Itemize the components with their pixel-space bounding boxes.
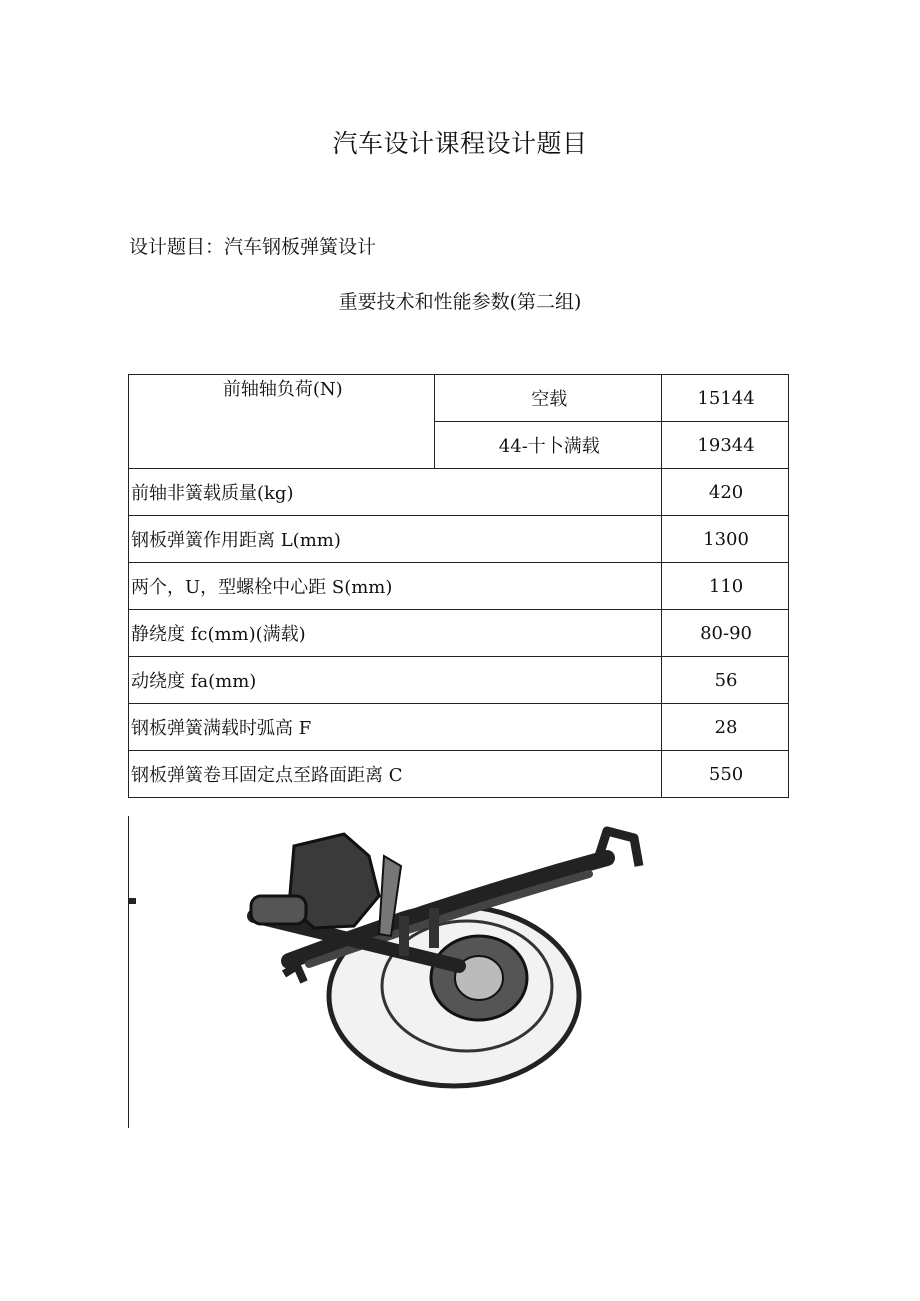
leaf-spring-axle-illustration: [129, 816, 790, 1128]
table-row: [129, 751, 789, 798]
table-row: [129, 704, 789, 751]
row-label: 静绕度 fc(mm)(满载): [129, 610, 662, 657]
row-label: 钢板弹簧作用距离 L(mm): [129, 516, 662, 563]
axle-flange: [251, 896, 306, 924]
row-value: 110: [662, 563, 789, 610]
row-label: 两个，U，型螺栓中心距 S(mm): [129, 563, 662, 610]
row-label: 钢板弹簧满载时弧高 F: [129, 704, 662, 751]
row-value: 420: [662, 469, 789, 516]
row-label: 前轴非簧载质量(kg): [129, 469, 662, 516]
rear-shackle: [284, 966, 304, 982]
table-row: [129, 516, 789, 563]
u-bolt-right: [429, 908, 439, 948]
row-label: 钢板弹簧卷耳固定点至路面距离 C: [129, 751, 662, 798]
row-value: 1300: [662, 516, 789, 563]
no-load-label: 空载: [435, 375, 662, 422]
table-row: [129, 610, 789, 657]
row-value: 28: [662, 704, 789, 751]
no-load-value: 15144: [662, 375, 789, 422]
u-bolt-left: [399, 916, 409, 956]
row-value: 80-90: [662, 610, 789, 657]
page-title: 汽车设计课程设计题目: [332, 129, 588, 158]
design-subject: 设计题目：汽车钢板弹簧设计: [129, 236, 377, 258]
suspension-figure: [128, 816, 790, 1128]
table-row: [129, 563, 789, 610]
row-label: 动绕度 fa(mm): [129, 657, 662, 704]
row-value: 550: [662, 751, 789, 798]
full-load-value: 19344: [662, 422, 789, 469]
parameters-table: [128, 374, 789, 798]
table-row: [129, 469, 789, 516]
margin-mark: [129, 898, 136, 904]
table-row: [129, 375, 789, 422]
front-axle-load-label: 前轴轴负荷(N): [129, 375, 435, 469]
row-value: 56: [662, 657, 789, 704]
table-caption: 重要技术和性能参数(第二组): [338, 291, 582, 313]
table-row: [129, 657, 789, 704]
full-load-label: 44-十卜满载: [435, 422, 662, 469]
